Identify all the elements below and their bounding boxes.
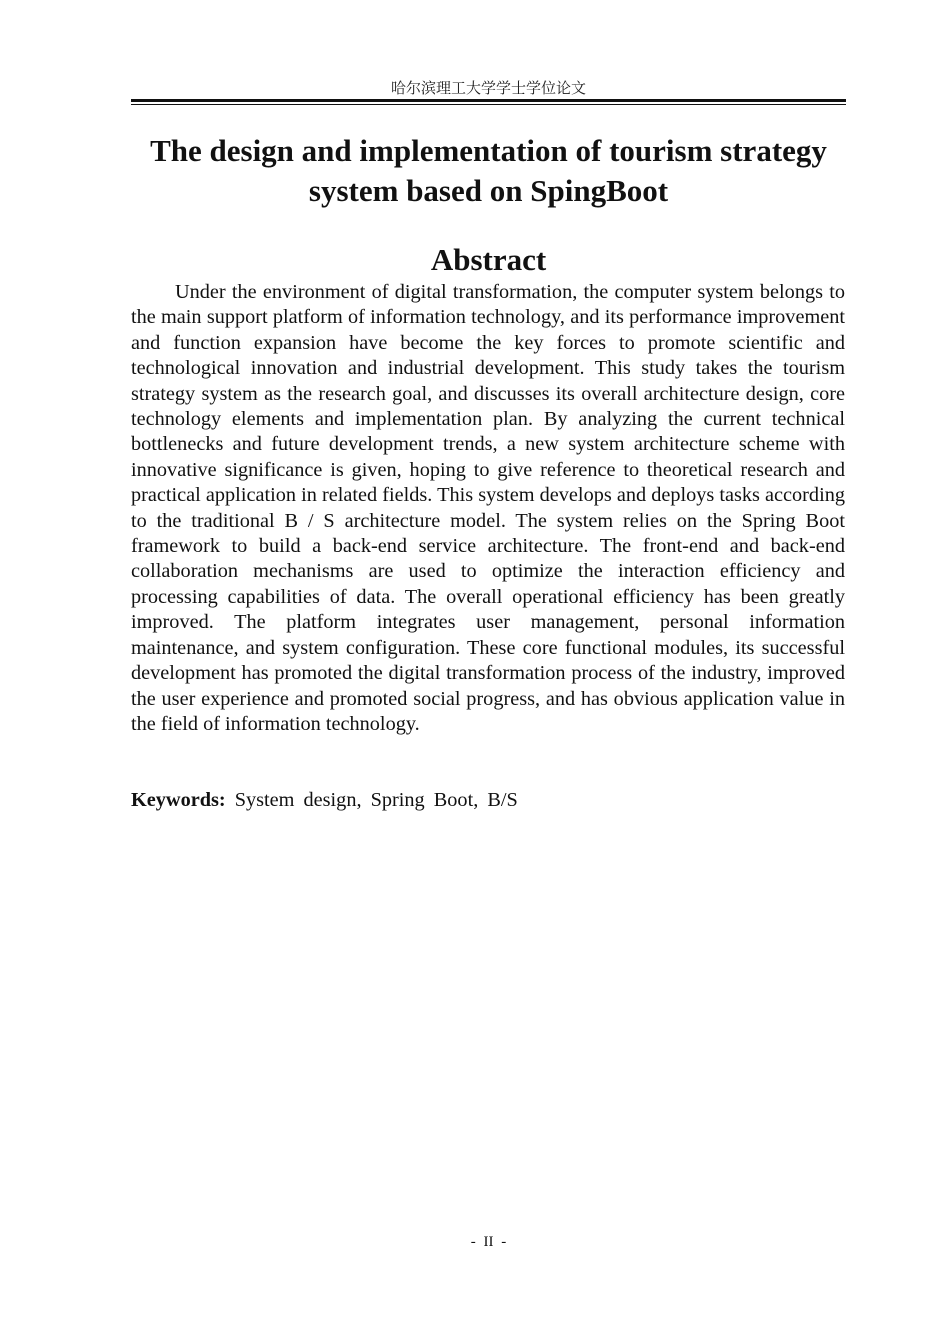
abstract-heading: Abstract — [430, 242, 547, 277]
header-rule-thick — [131, 99, 846, 102]
keywords-line — [131, 787, 845, 813]
keywords-label: Keywords: — [131, 789, 226, 811]
running-header: 哈尔滨理工大学学士学位论文 — [390, 79, 586, 97]
document-title: The design and implementation of tourism strategy system based on SpingBoot — [150, 133, 827, 208]
page-number: - II - — [470, 1234, 507, 1250]
abstract-body: Under the environment of digital transformation, the computer system belongs to the main support platform of information technology, and its performance improvement and function expansion have become the key forces to promote scientific and technological innovation and industrial development. This study takes the tourism strategy system as the research goal, and discusses its overall architecture design, core technology elements and implementation plan. By analyzing the current technical bottlenecks and future development trends, a new system architecture scheme with innovative significance is given, hoping to give reference to theoretical research and practical application in related fields. This system develops and deploys tasks according to the traditional B / S architecture model. The system relies on the Spring Boot framework to build a back-end service architecture. The front-end and back-end collaboration mechanisms are used to optimize the interaction efficiency and processing capabilities of data. The overall operational efficiency has been greatly improved. The platform integrates user management, personal information maintenance, and system configuration. These core functional modules, its successful development has promoted the digital transformation process of the industry, improved the user experience and promoted social progress, and has obvious application value in the field of information technology. — [131, 281, 845, 735]
header-rule-thin — [131, 104, 846, 105]
keywords-text: System design, Spring Boot, B/S — [234, 789, 518, 811]
